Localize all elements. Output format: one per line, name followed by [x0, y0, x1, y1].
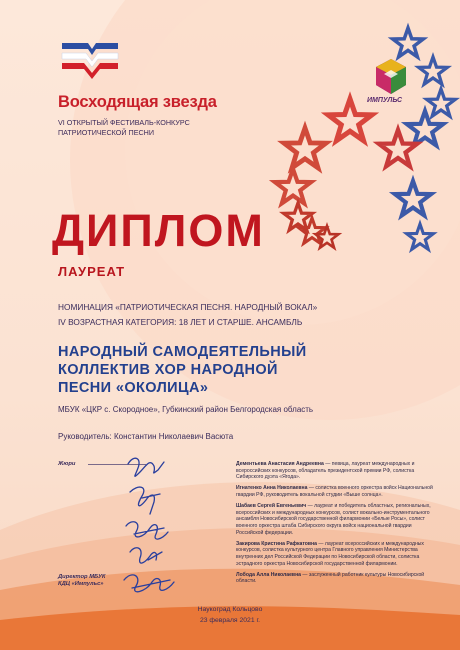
- age-category: IV ВОЗРАСТНАЯ КАТЕГОРИЯ: 18 ЛЕТ И СТАРШЕ. АНСАМБЛЬ: [58, 317, 303, 327]
- jury-member-desc: — певица, лауреат международных и всероссийских конкурсов, обладатель президентской премии РФ, солистка Сибирского дуэта «Ягода».: [236, 461, 415, 481]
- jury-member: [236, 485, 436, 498]
- leader: Руководитель: Константин Николаевич Васюта: [58, 432, 234, 441]
- signature-3: [126, 522, 168, 539]
- footer-city: Наукоград Кольцово: [197, 606, 263, 613]
- collective-name-line-3: ПЕСНИ «ОКОЛИЦА»: [58, 380, 209, 396]
- jury-member-name: Лобода Алла Николаевна: [236, 571, 301, 578]
- jury-member: [236, 461, 436, 481]
- jury-member-name: Дементьева Анастасия Андреевна: [236, 461, 324, 467]
- organization: МБУК «ЦКР с. Скородное», Губкинский район Белгородская область: [58, 405, 314, 414]
- jury-member-desc: — солистка военного оркестра войск Национальной гвардии РФ, руководитель вокальной студии «Выше солнца».: [236, 485, 433, 498]
- impuls-logo-text: ИМПУЛЬС: [367, 97, 403, 104]
- collective-name-line-1: НАРОДНЫЙ САМОДЕЯТЕЛЬНЫЙ: [58, 344, 307, 360]
- signature-1: [128, 458, 164, 476]
- jury-member-desc: — заслуженный работник культуры Новосибирской области.: [236, 571, 425, 585]
- nomination: НОМИНАЦИЯ «ПАТРИОТИЧЕСКАЯ ПЕСНЯ. НАРОДНЫЙ ВОКАЛ»: [58, 302, 318, 312]
- signature-2: [130, 487, 160, 514]
- signature-4: [130, 548, 162, 563]
- director-label-line-1: Директор МБУК: [58, 574, 106, 580]
- jury-member: [236, 503, 436, 537]
- festival-subtitle-line-1: VI ОТКРЫТЫЙ ФЕСТИВАЛЬ-КОНКУРС: [58, 118, 190, 127]
- collective-name-line-2: КОЛЛЕКТИВ ХОР НАРОДНОЙ: [58, 362, 278, 378]
- jury-member: [236, 541, 436, 568]
- festival-title: Восходящая звезда: [58, 93, 217, 111]
- jury-member: [236, 572, 436, 585]
- diploma-title: ДИПЛОМ: [52, 205, 265, 256]
- jury-member-name: Закирова Кристина Рафкатовна: [236, 540, 317, 547]
- director-label-line-2: КДЦ «Импульс»: [58, 581, 104, 587]
- jury-signatures: [120, 452, 182, 602]
- director-label: [58, 574, 118, 588]
- collective-name: [58, 343, 388, 397]
- jury-list: [236, 461, 436, 589]
- footer-date: 23 февраля 2021 г.: [199, 617, 261, 624]
- signature-5: [124, 575, 174, 592]
- festival-subtitle-line-2: ПАТРИОТИЧЕСКОЙ ПЕСНИ: [58, 128, 155, 137]
- jury-member-name: Игнатенко Анна Николаевна: [236, 485, 308, 492]
- jury-member-desc: — лауреат и победитель областных, региональных, всероссийских и международных конкурсов, солист вокально-инструментального ансамбля Новосибирской государственной филармонии «Белые Росы», солист военного оркестра штаба Сибирского округа войск национальной гвардии Российской федерации.: [236, 502, 431, 536]
- jury-label: Жюри: [58, 461, 76, 467]
- jury-member-desc: — лауреат всероссийских и международных конкурсов, солистка культурного центра Главного управления Министерства внутренних дел Российской Федерации по Новосибирской области, солистка эстрадного оркестра Новосибирской государственной филармонии.: [236, 540, 424, 567]
- laureate-rank: ЛАУРЕАТ: [58, 264, 126, 279]
- jury-member-name: Шабаев Сергей Евгеньевич: [236, 502, 307, 509]
